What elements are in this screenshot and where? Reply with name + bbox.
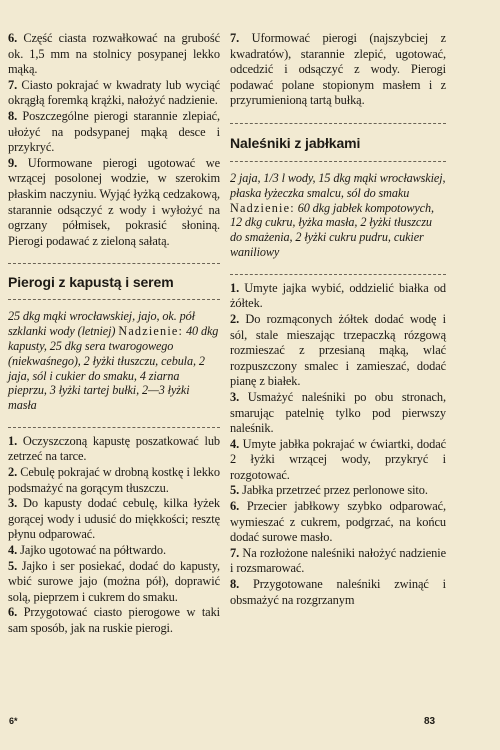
step-item: 2. Cebulę pokrajać w drobną kostkę i lekko podsmażyć na gorącym tłuszczu.	[8, 465, 220, 495]
step-item: 1. Oczyszczoną kapustę poszatkować lub zetrzeć na tarce.	[8, 433, 221, 464]
step-item: 5. Jabłka przetrzeć przez perlonowe sito.	[230, 483, 428, 498]
step-item: 4. Jajko ugotować na półtwardo.	[8, 543, 166, 558]
filling-label: Nadzienie:	[230, 200, 295, 215]
recipe-steps	[230, 281, 446, 608]
right-column	[230, 31, 446, 608]
step-item: 1. Umyte jajka wybić, oddzielić białka od żółtek.	[230, 280, 447, 311]
step-item: 9. Uformowane pierogi ugotować we wrzącej posolonej wodzie, w szerokim płaskim naczyniu. Wyjąć łyżką cedzakową, starannie odsączyć z wody i wyłożyć na ogrzany półmisek, pokrasić słoniną. Pierogi podawać z zieloną sałatą.	[8, 155, 221, 248]
step-item: 7. Ciasto pokrajać w kwadraty lub wyciąć okrągłą foremką krążki, nałożyć nadzienie.	[8, 77, 221, 108]
filling-text: 60 dkg jabłek kompotowych, 12 dkg cukru, łyżka masła, 2 łyżki tłuszczu do smażenia, 2 łyżki cukru pudru, cukier waniliowy	[230, 200, 434, 259]
recipe-title: Pierogi z kapustą i serem	[8, 274, 174, 291]
step-item: 6. Przygotować ciasto pierogowe w taki sam sposób, jak na ruskie pierogi.	[8, 605, 221, 636]
continued-steps	[8, 31, 220, 249]
step-item: 6. Przecier jabłkowy szybko odparować, wymieszać z cukrem, podgrzać, na końcu dodać surowe masło.	[230, 499, 447, 545]
ingredients-text: 2 jaja, 1/3 l wody, 15 dkg mąki wrocławskiej, płaska łyżeczka smalcu, sól do smaku Nadzienie: 60 dkg jabłek kompotowych, 12 dkg cukru, łyżka masła, 2 łyżki tłuszczu do smażenia, 2 łyżki cukru pudru, cukier waniliowy	[230, 170, 446, 259]
step-item: 7. Uformować pierogi (najszybciej z kwadratów), starannie zlepić, ugotować, odcedzić i odsączyć z wody. Pierogi podawać polane stopionym masłem i z przyrumienioną tartą bułką.	[230, 31, 446, 108]
printer-signature: 6*	[9, 716, 18, 726]
filling-text: 40 dkg kapusty, 25 dkg sera twarogowego (niekwaśnego), 2 łyżki tłuszczu, cebula, 2 jaja, sól i cukier do smaku, 4 ziarna pieprzu, 3 łyżki tartej bułki, 2—3 łyżki masła	[8, 324, 219, 413]
page-number: 83	[424, 716, 436, 727]
step-item: 3. Usmażyć naleśniki po obu stronach, smarując patelnię tylko pod pierwszy naleśnik.	[230, 389, 446, 436]
step-item: 8. Przygotowane naleśniki zwinąć i obsmażyć na rozgrzanym	[230, 577, 446, 607]
ingredients-text: 25 dkg mąki wrocławskiej, jajo, ok. pół szklanki wody (letniej) Nadzienie: 40 dkg kapusty, 25 dkg sera twarogowego (niekwaśnego), 2 łyżki tłuszczu, cebula, 2 jaja, sól i cukier do smaku, 4 ziarna pieprzu, 3 łyżki tartej bułki, 2—3 łyżki masła	[8, 309, 219, 413]
left-column	[8, 31, 220, 637]
step-item: 5. Jajko i ser posiekać, dodać do kapusty, wbić surowe jajo (można pół), doprawić solą, pieprzem i cukrem do smaku.	[8, 558, 220, 604]
step-item: 4. Umyte jabłka pokrajać w ćwiartki, dodać 2 łyżki wrzącej wody, przykryć i rozgotować.	[230, 436, 447, 482]
recipe-title: Naleśniki z jabłkami	[230, 134, 361, 151]
filling-label: Nadzienie:	[118, 324, 184, 339]
step-item: 6. Część ciasta rozwałkować na grubość ok. 1,5 mm na stolnicy posypanej lekko mąką.	[8, 31, 220, 77]
recipe-steps	[8, 434, 220, 637]
step-item: 3. Do kapusty dodać cebulę, kilka łyżek gorącej wody i udusić do miękkości; resztę płynu odparować.	[8, 496, 220, 542]
step-item: 8. Poszczególne pierogi starannie zlepiać, ułożyć na podsypanej mąką desce i przykryć.	[8, 108, 221, 155]
step-item: 7. Na rozłożone naleśniki nałożyć nadzienie i rozsmarować.	[230, 545, 446, 576]
step-item: 2. Do rozmąconych żółtek dodać wodę i sól, stale mieszając trzepaczką rózgową rozmieszać z przesianą mąką, wlać rozpuszczony smalec i zamieszać, dodać pianę z białek.	[230, 311, 446, 389]
